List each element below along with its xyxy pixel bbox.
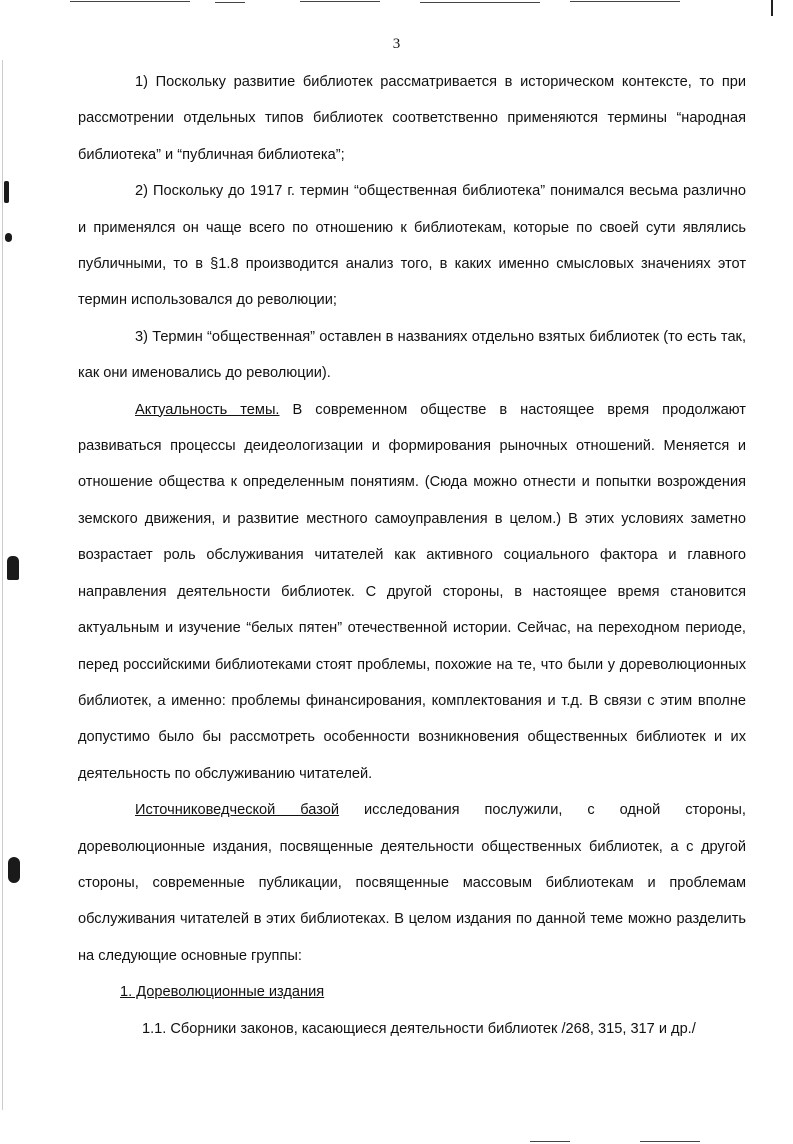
scan-edge-top-4 — [420, 2, 540, 3]
relevance-text: В современном обществе в настоящее время продолжают развиваться процессы деидеологизации и формирования рыночных отношений. Меняется и отношение общества к определенным понятиям. (Сюда можно отнести и попытки возрождения земского движения, и развитие местного самоуправления в целом.) В этих условиях заметно возрастает роль обслуживания читателей как активного социального фактора и главного направления деятельности библиотек. С другой стороны, в настоящее время становится актуальным и изучение “белых пятен” отечественной истории. Сейчас, на переходном периоде, перед российскими библиотеками стоят проблемы, похожие на те, что были у дореволюционных библиотек, а именно: проблемы финансирования, комплектования и т.д. В связи с этим вполне допустимо было бы рассмотреть особенности возникновения общественных библиотек и их деятельность по обслуживанию читателей. — [78, 401, 746, 782]
scan-edge-left — [2, 60, 3, 1110]
paragraph-terms-2: 2) Поскольку до 1917 г. термин “общественная библиотека” понимался весьма различно и применялся он чаще всего по отношению к библиотекам, которые по своей сути являлись публичными, то в §1.8 производится анализ того, в каких именно смысловых значениях этот термин использовался до революции; — [78, 183, 746, 309]
list-item-law-collections: 1.1. Сборники законов, касающиеся деятельности библиотек /268, 315, 317 и др./ — [142, 1020, 696, 1037]
margin-mark-2 — [5, 233, 12, 242]
relevance-label: Актуальность темы. — [135, 401, 280, 418]
section-heading-prerevolutionary — [78, 974, 746, 1010]
sources-text: исследования послужили, с одной стороны, дореволюционные издания, посвященные деятельности общественных библиотек, а с другой стороны, современные публикации, посвященные массовым библиотекам и проблемам обслуживания читателей в этих библиотеках. В целом издания по данной теме можно разделить на следующие основные группы: — [78, 802, 746, 964]
scan-edge-bottom-2 — [640, 1141, 700, 1142]
paragraph-relevance — [78, 392, 746, 792]
scan-edge-top-5 — [570, 1, 680, 2]
paragraph-terms-1: 1) Поскольку развитие библиотек рассматривается в историческом контексте, то при рассмотрении отдельных типов библиотек соответственно применяются термины “народная библиотека” и “публичная библиотека”; — [78, 74, 746, 163]
scan-edge-top-2 — [215, 2, 245, 3]
paragraph-sources — [78, 792, 746, 974]
scan-edge-top-3 — [300, 1, 380, 2]
margin-mark-3 — [7, 556, 19, 580]
margin-mark-4 — [8, 857, 20, 883]
page-number: 3 — [392, 36, 401, 52]
section-heading-text: 1. Дореволюционные издания — [120, 984, 325, 1001]
scan-edge-right — [771, 0, 773, 16]
scan-edge-top-1 — [70, 1, 190, 2]
margin-mark-1 — [4, 181, 9, 203]
sources-label: Источниковедческой базой — [135, 802, 340, 819]
paragraph-terms-3: 3) Термин “общественная” оставлен в названиях отдельно взятых библиотек (то есть так, как они именовались до революции). — [78, 328, 746, 382]
body-text — [78, 64, 746, 1047]
scan-edge-bottom-1 — [530, 1141, 570, 1142]
